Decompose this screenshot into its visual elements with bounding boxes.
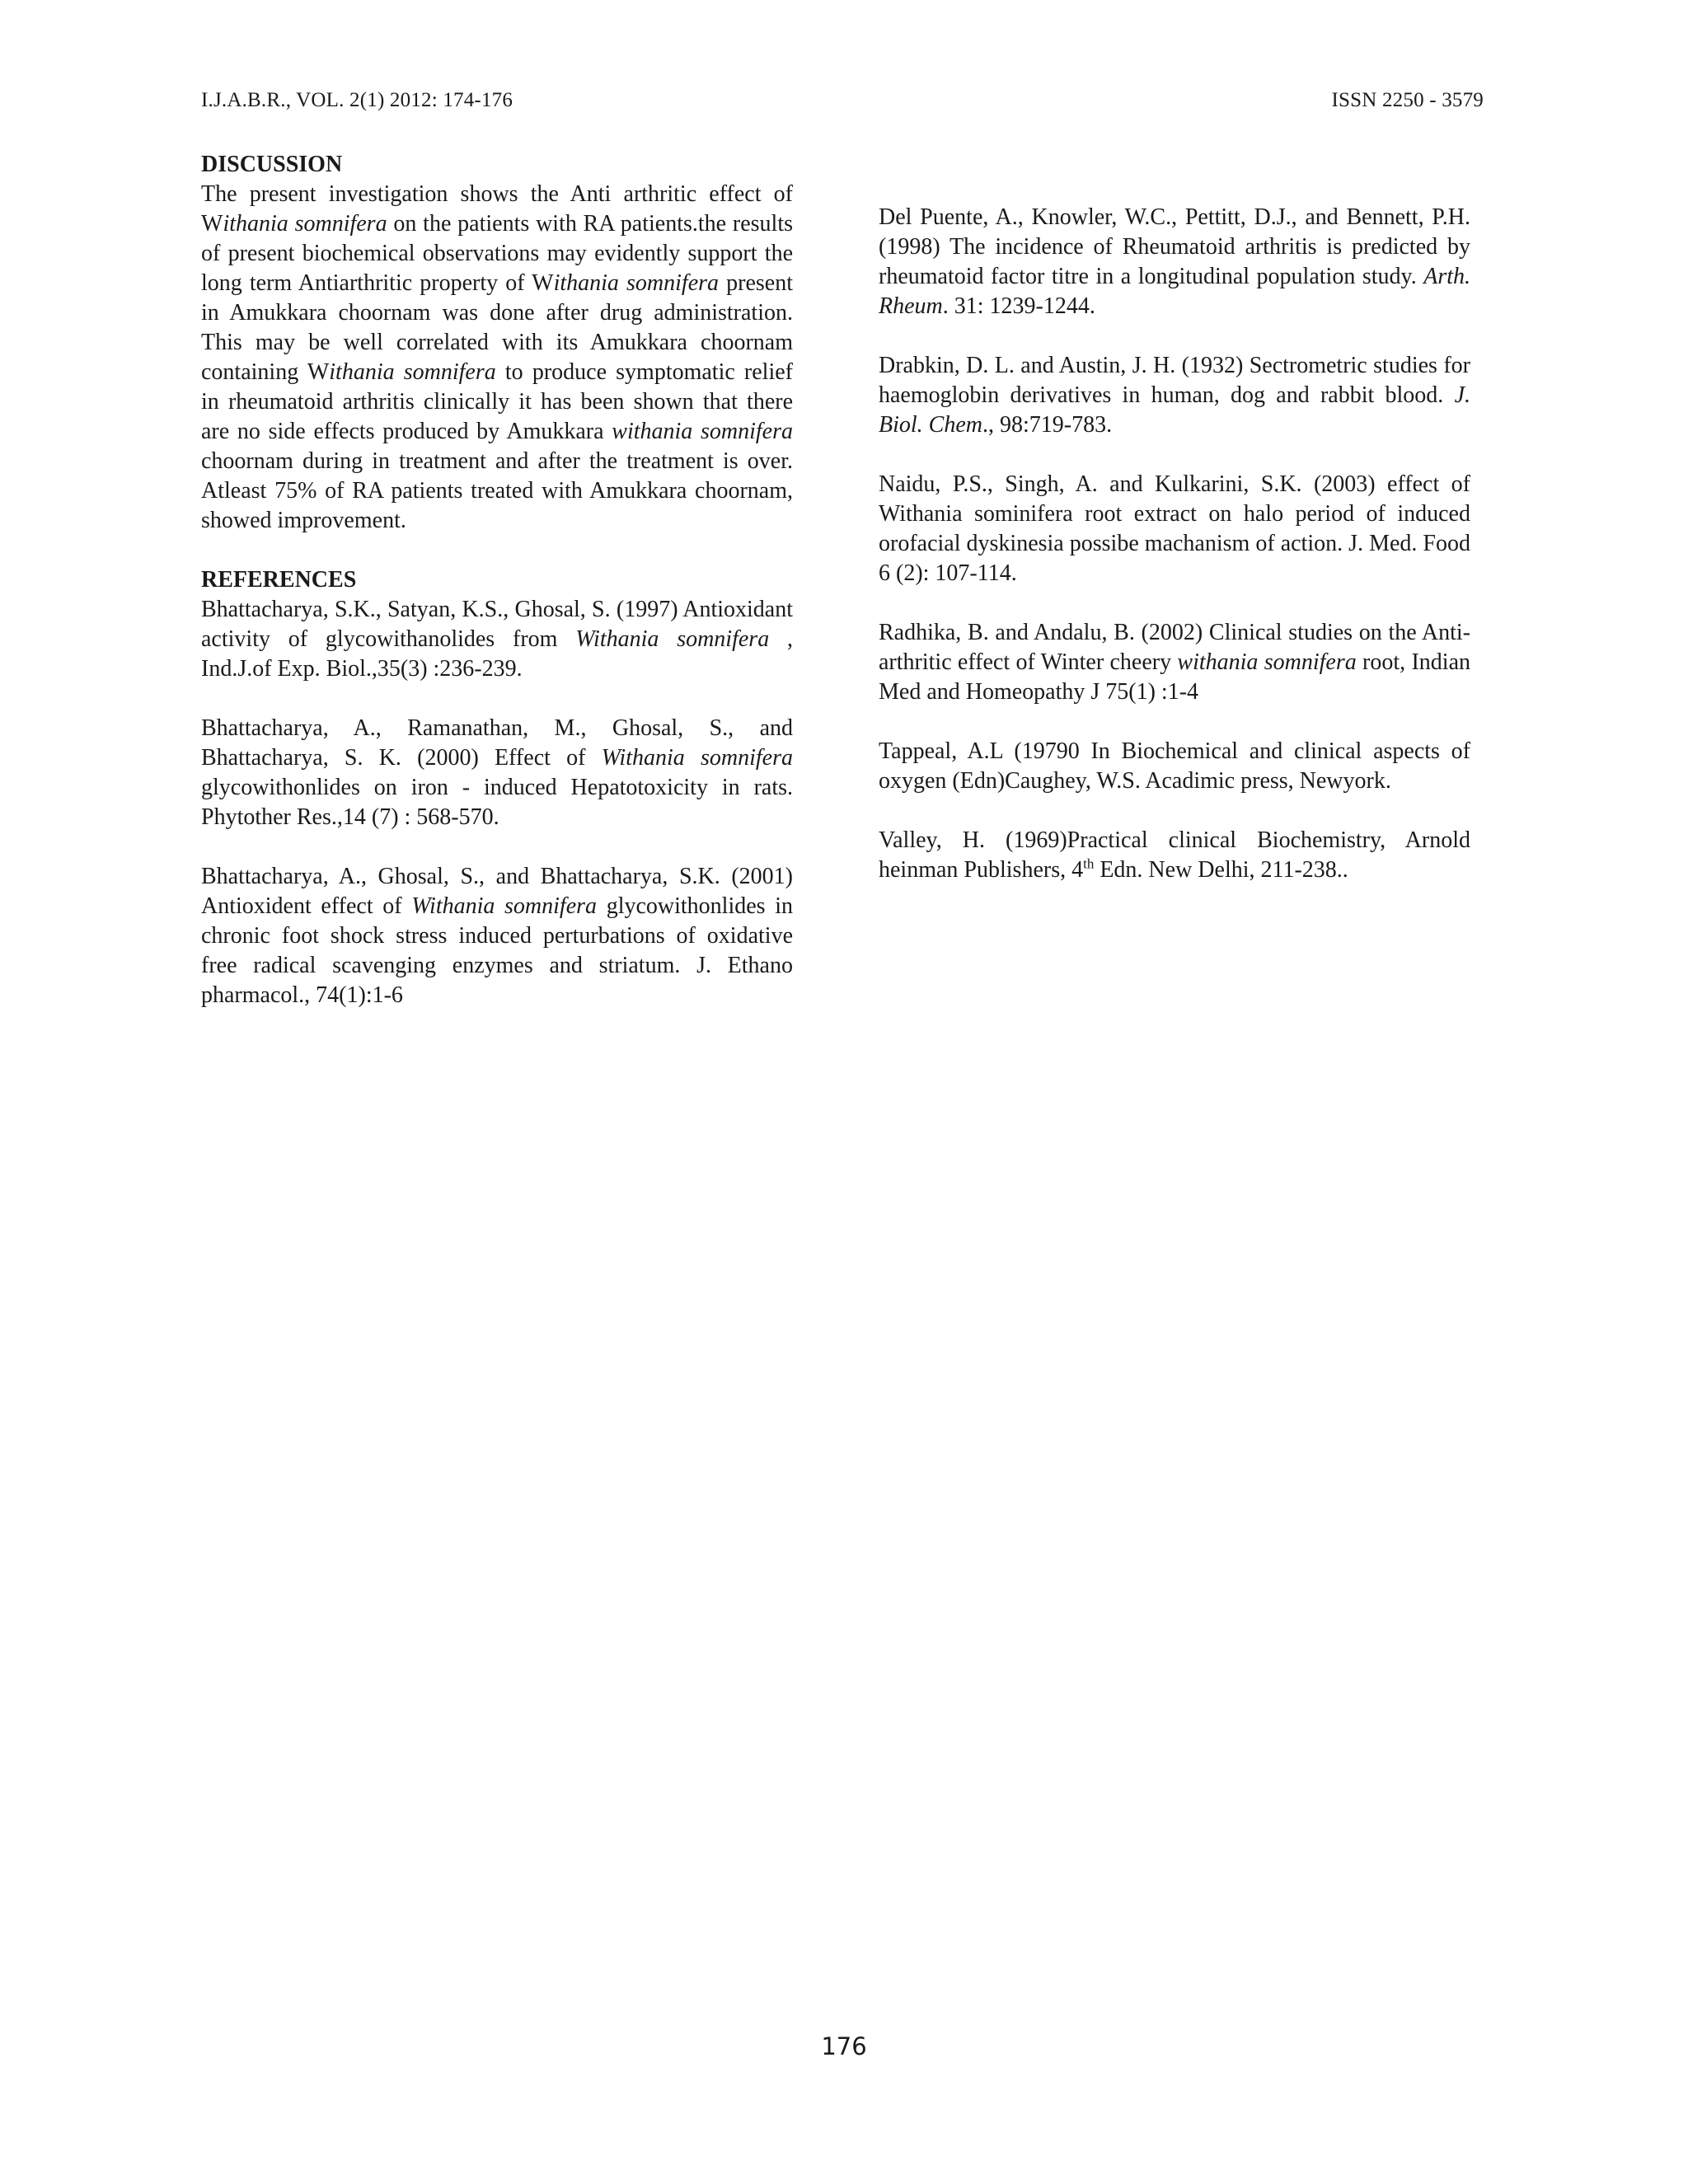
reference-item: Naidu, P.S., Singh, A. and Kulkarini, S.K. (2003) effect of Withania sominifera root extract on halo period of induced orofacial dyskinesia possibe machanism of action. J. Med. Food 6 (2): 107-114. — [879, 471, 1470, 586]
reference-item: Bhattacharya, A., Ramanathan, M., Ghosal, S., and Bhattacharya, S. K. (2000) Effect of Withania somnifera glycowithonlides on iron - induced Hepatotoxicity in rats. Phytother Res.,14 (7) : 568-570. — [201, 715, 793, 830]
section-gap — [201, 536, 793, 565]
issn-header: ISSN 2250 - 3579 — [1331, 89, 1484, 111]
left-column — [201, 150, 793, 1010]
reference-item: Drabkin, D. L. and Austin, J. H. (1932) Sectrometric studies for haemoglobin derivatives in human, dog and rabbit blood. J. Biol. Chem., 98:719-783. — [879, 353, 1470, 438]
discussion-heading: DISCUSSION — [201, 152, 343, 177]
reference-item: Valley, H. (1969)Practical clinical Biochemistry, Arnold heinman Publishers, 4th Edn. New Delhi, 211-238.. — [879, 827, 1470, 883]
right-column — [879, 203, 1470, 885]
page-number: 176 — [821, 2032, 867, 2060]
reference-item: Radhika, B. and Andalu, B. (2002) Clinical studies on the Anti-arthritic effect of Winter cheery withania somnifera root, Indian Med and Homeopathy J 75(1) :1-4 — [879, 620, 1471, 705]
reference-item: Del Puente, A., Knowler, W.C., Pettitt, D.J., and Bennett, P.H. (1998) The incidence of Rheumatoid arthritis is predicted by rheumatoid factor titre in a longitudinal population study. Arth. Rheum. 31: 1239-1244. — [879, 204, 1470, 319]
reference-item: Bhattacharya, A., Ghosal, S., and Bhattacharya, S.K. (2001) Antioxident effect of Withania somnifera glycowithonlides in chronic foot shock stress induced perturbations of oxidative free radical scavenging enzymes and striatum. J. Ethano pharmacol., 74(1):1-6 — [201, 864, 794, 1008]
reference-item: Tappeal, A.L (19790 In Biochemical and clinical aspects of oxygen (Edn)Caughey, W.S. Acadimic press, Newyork. — [879, 738, 1470, 794]
reference-item: Bhattacharya, S.K., Satyan, K.S., Ghosal, S. (1997) Antioxidant activity of glycowithanolides from Withania somnifera , Ind.J.of Exp. Biol.,35(3) :236-239. — [201, 597, 794, 682]
discussion-paragraph: The present investigation shows the Anti arthritic effect of Withania somnifera on the patients with RA patients.the results of present biochemical observations may evidently support the long term Antiarthritic property of Withania somnifera present in Amukkara choornam was done after drug administration. This may be well correlated with its Amukkara choornam containing Withania somnifera to produce symptomatic relief in rheumatoid arthritis clinically it has been shown that there are no side effects produced by Amukkara withania somnifera choornam during in treatment and after the treatment is over. Atleast 75% of RA patients treated with Amukkara choornam, showed improvement. — [201, 181, 794, 533]
journal-citation-header: I.J.A.B.R., VOL. 2(1) 2012: 174-176 — [201, 89, 513, 111]
references-heading: REFERENCES — [201, 567, 357, 593]
